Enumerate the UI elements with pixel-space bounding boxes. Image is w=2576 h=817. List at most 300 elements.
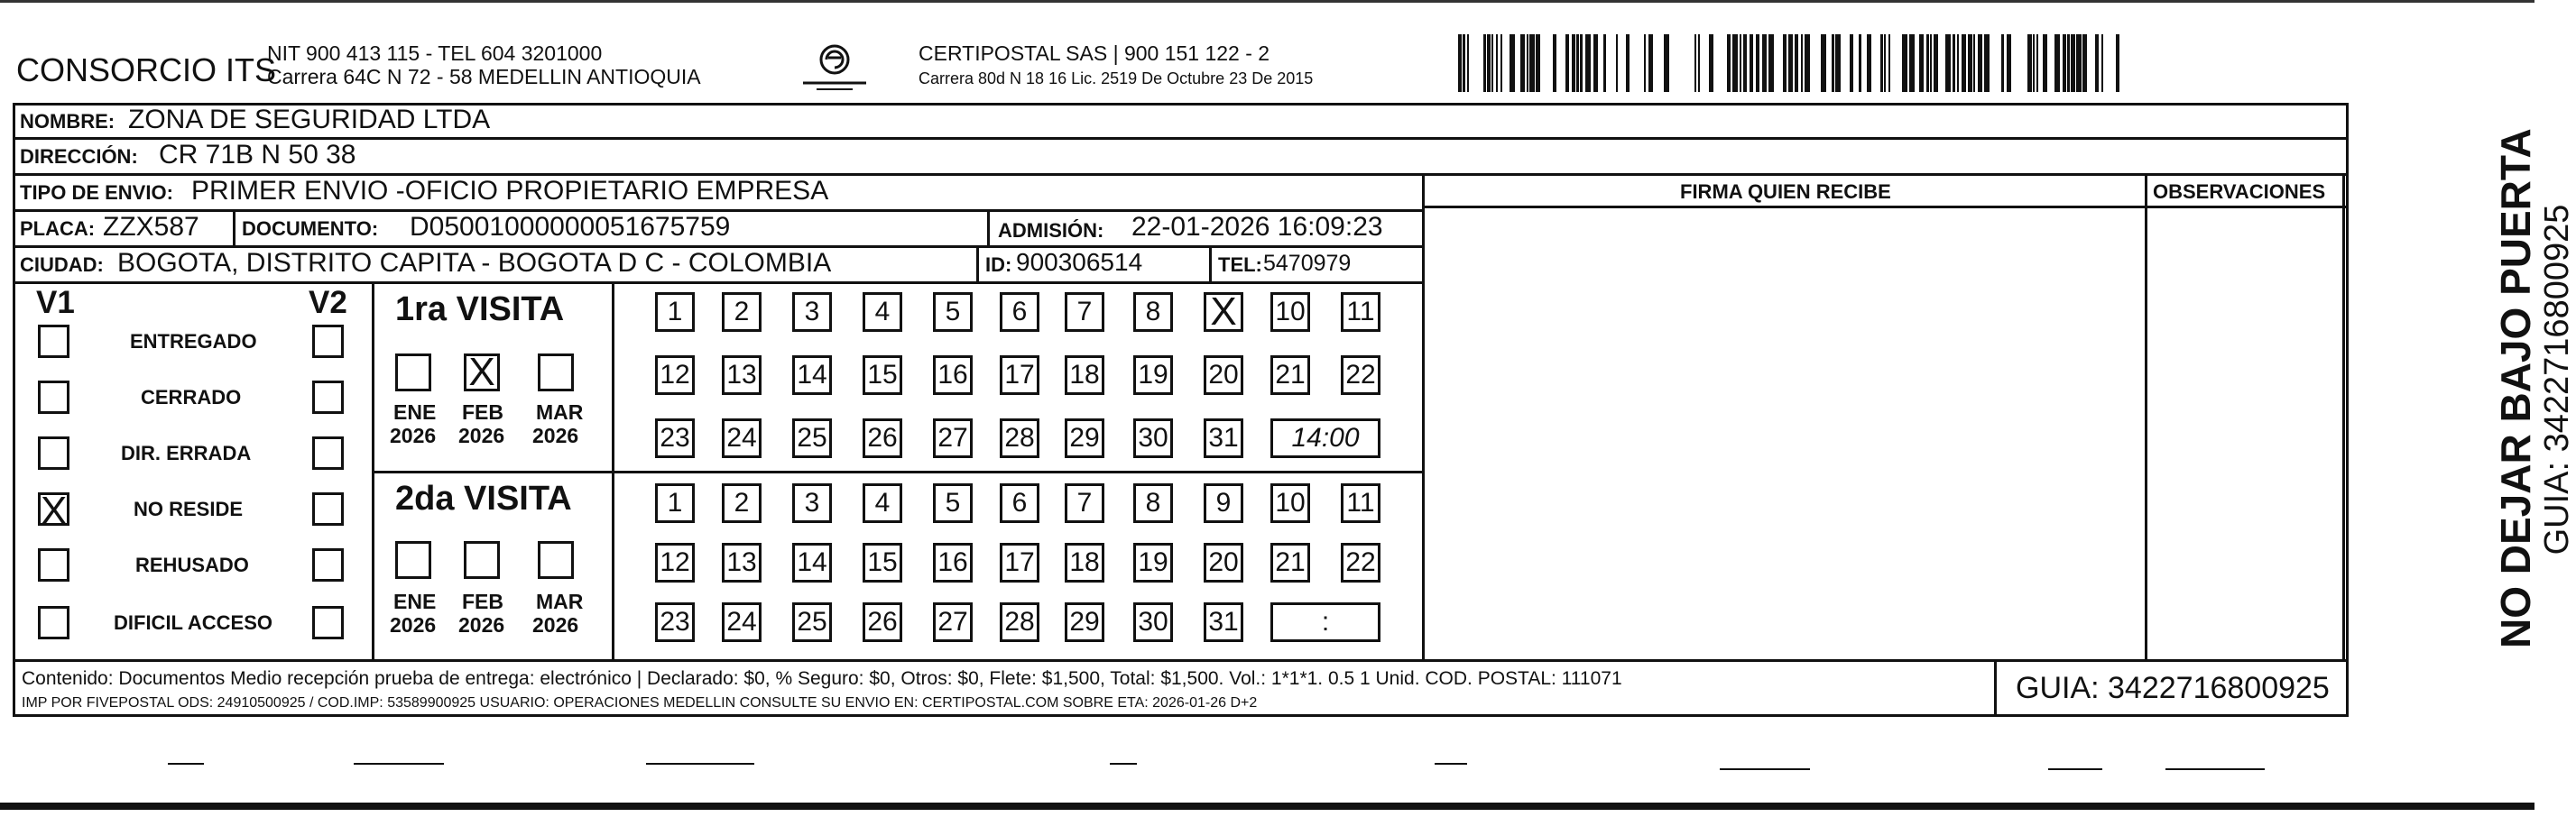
day-box[interactable] — [722, 483, 762, 523]
bottom-rule — [0, 803, 2534, 810]
day-box[interactable] — [1270, 543, 1310, 583]
barcode-bar — [2043, 34, 2047, 92]
barcode-bar — [1616, 34, 1618, 92]
barcode-bar — [1553, 34, 1556, 92]
barcode-bar — [2036, 34, 2038, 92]
placa-label: PLACA: — [20, 217, 96, 240]
day-box[interactable] — [933, 418, 973, 458]
day-number: 16 — [937, 360, 968, 390]
day-box[interactable] — [1000, 483, 1039, 523]
day-number: 24 — [726, 423, 757, 453]
side-guia: GUIA: 3422716800925 — [2538, 204, 2576, 555]
ciudad-label: CIUDAD: — [20, 253, 104, 276]
day-number: 10 — [1275, 297, 1306, 326]
bottom-dash — [1110, 763, 1137, 765]
day-box[interactable] — [1204, 602, 1243, 642]
day-number: 11 — [1346, 297, 1375, 326]
month-name: ENE — [393, 400, 437, 424]
day-number: 4 — [874, 297, 891, 326]
day-number: 18 — [1069, 547, 1100, 577]
barcode-bar — [2054, 34, 2060, 92]
day-number: 23 — [660, 423, 690, 453]
col-line — [987, 209, 990, 245]
barcode-bar — [2033, 34, 2035, 92]
day-box[interactable] — [1065, 418, 1104, 458]
status-label: REHUSADO — [135, 554, 249, 576]
id-value: 900306514 — [1016, 248, 1143, 276]
day-box[interactable] — [1000, 355, 1039, 395]
day-box[interactable] — [1133, 602, 1173, 642]
barcode-bar — [1850, 34, 1853, 92]
day-box[interactable] — [722, 292, 762, 332]
barcode-bar — [1603, 34, 1606, 92]
day-number: 25 — [797, 607, 827, 637]
day-number: 7 — [1076, 297, 1093, 326]
month-name: ENE — [393, 590, 437, 613]
day-box[interactable] — [792, 602, 832, 642]
day-number: 28 — [1004, 607, 1035, 637]
bottom-dash — [1435, 763, 1467, 765]
footer-content: Contenido: Documentos Medio recepción prueba de entrega: electrónico | Declarado: $0, % Seguro: $0, Otros: $0, Flete: $1,500, Total: $1,500. Vol.: 1*1*1. 0.5 1 Unid. COD. POSTAL: 111071 — [22, 668, 1622, 689]
id-label: ID: — [985, 253, 1012, 276]
row-line — [13, 137, 2349, 140]
status-v1-checkbox[interactable] — [38, 606, 69, 639]
day-box[interactable] — [1133, 483, 1173, 523]
day-box[interactable] — [863, 602, 902, 642]
day-box[interactable] — [863, 418, 902, 458]
barcode-bar — [1709, 34, 1713, 92]
bottom-dash — [2048, 768, 2102, 770]
day-number: 14 — [797, 360, 827, 390]
barcode-bar — [1880, 34, 1883, 92]
day-box[interactable] — [1204, 289, 1243, 334]
day-number: 4 — [874, 488, 891, 518]
day-number: 31 — [1208, 423, 1239, 453]
barcode-bar — [2007, 34, 2011, 92]
day-box[interactable] — [792, 418, 832, 458]
day-number: 8 — [1145, 488, 1161, 518]
month-checkbox[interactable]: X — [464, 353, 500, 391]
tel-label: TEL: — [1218, 253, 1262, 276]
day-box[interactable] — [1341, 292, 1380, 332]
day-box[interactable] — [1000, 602, 1039, 642]
barcode-bar — [1957, 34, 1959, 92]
day-box[interactable] — [1000, 418, 1039, 458]
day-box[interactable] — [1341, 543, 1380, 583]
day-box[interactable] — [655, 418, 695, 458]
month-year: 2026 — [390, 424, 437, 447]
barcode-bar — [1500, 34, 1502, 92]
day-box[interactable] — [933, 602, 973, 642]
status-label: DIR. ERRADA — [121, 442, 252, 464]
barcode-bar — [1520, 34, 1525, 92]
barcode-bar — [1821, 34, 1826, 92]
day-number: 15 — [867, 547, 898, 577]
barcode-bar — [1529, 34, 1535, 92]
barcode-bar — [1962, 34, 1966, 92]
col-line — [2145, 173, 2147, 662]
day-number: 20 — [1208, 547, 1239, 577]
barcode-bar — [1496, 34, 1498, 92]
barcode-bar — [1788, 34, 1793, 92]
day-number: 29 — [1069, 607, 1100, 637]
barcode-bar — [1805, 34, 1810, 92]
month-year: 2026 — [458, 613, 505, 637]
documento-label: DOCUMENTO: — [242, 217, 379, 240]
status-v2-checkbox[interactable] — [312, 436, 344, 470]
day-number: X — [1210, 289, 1237, 334]
day-box[interactable] — [1133, 292, 1173, 332]
carrier-name: CERTIPOSTAL SAS | 900 151 122 - 2 — [919, 41, 1270, 65]
col-line — [1994, 659, 1997, 717]
row-line — [13, 659, 2349, 662]
month-year: 2026 — [458, 424, 505, 447]
day-number: 20 — [1208, 360, 1239, 390]
status-label: DIFICIL ACCESO — [114, 611, 273, 634]
tipo-envio-value: PRIMER ENVIO -OFICIO PROPIETARIO EMPRESA — [191, 176, 829, 206]
barcode-bar — [2063, 34, 2066, 92]
day-box[interactable] — [1133, 418, 1173, 458]
day-number: 27 — [937, 607, 968, 637]
footer-print-info: IMP POR FIVEPOSTAL ODS: 24910500925 / COD.IMP: 53589900925 USUARIO: OPERACIONES MEDELLIN CONSULTE SU ENVIO EN: CERTIPOSTAL.COM SOBRE ETA: 2026-01-26 D+2 — [22, 695, 1258, 711]
top-rule — [0, 0, 2534, 3]
barcode-bar — [1902, 34, 1907, 92]
status-v2-checkbox[interactable] — [312, 325, 344, 358]
day-box[interactable] — [655, 483, 695, 523]
barcode-bar — [1884, 34, 1886, 92]
day-box[interactable] — [863, 543, 902, 583]
barcode-bar — [1968, 34, 1972, 92]
barcode-bar — [1919, 34, 1924, 92]
carrier-address: Carrera 80d N 18 16 Lic. 2519 De Octubre 23 De 2015 — [919, 69, 1314, 87]
day-number: 13 — [726, 360, 757, 390]
barcode-bar — [1487, 34, 1491, 92]
company-nit: NIT 900 413 115 - TEL 604 3201000 — [267, 41, 603, 65]
barcode-bar — [1832, 34, 1834, 92]
row-line — [13, 281, 1422, 284]
day-box[interactable] — [655, 292, 695, 332]
certipostal-logo — [794, 40, 875, 94]
barcode-bar — [1768, 34, 1774, 92]
day-number: 9 — [1215, 488, 1232, 518]
month-checkbox[interactable] — [538, 541, 574, 579]
day-number: 5 — [945, 297, 961, 326]
day-box[interactable] — [655, 355, 695, 395]
v2-label: V2 — [309, 285, 347, 320]
barcode-bar — [1783, 34, 1787, 92]
day-number: 21 — [1275, 360, 1306, 390]
day-box[interactable] — [1341, 355, 1380, 395]
day-box[interactable] — [933, 543, 973, 583]
month-checkbox[interactable] — [538, 353, 574, 391]
barcode-bar — [1801, 34, 1803, 92]
month-checkbox[interactable] — [395, 541, 431, 579]
day-box[interactable] — [863, 292, 902, 332]
barcode-bar — [1888, 34, 1890, 92]
day-number: 19 — [1138, 360, 1168, 390]
month-name: MAR — [536, 400, 584, 424]
day-box[interactable] — [1204, 418, 1243, 458]
barcode-bar — [1491, 34, 1493, 92]
day-number: 10 — [1275, 488, 1306, 518]
barcode-bar — [1467, 34, 1469, 92]
side-warning: NO DEJAR BAJO PUERTA — [2492, 128, 2539, 648]
day-number: 1 — [667, 488, 683, 518]
barcode-bar — [1527, 34, 1528, 92]
day-number: 6 — [1011, 488, 1028, 518]
barcode-bar — [1585, 34, 1591, 92]
day-number: 25 — [797, 423, 827, 453]
nombre-label: NOMBRE: — [20, 110, 115, 133]
barcode-bar — [2071, 34, 2075, 92]
day-number: 7 — [1076, 488, 1093, 518]
barcode-bar — [1732, 34, 1738, 92]
barcode-bar — [2027, 34, 2032, 92]
day-number: 26 — [867, 423, 898, 453]
barcode-bar — [1973, 34, 1975, 92]
barcode-bar — [1750, 34, 1753, 92]
barcode-bar — [1930, 34, 1932, 92]
barcode-bar — [1795, 34, 1798, 92]
day-box[interactable] — [1270, 292, 1310, 332]
day-box[interactable] — [792, 355, 832, 395]
bottom-dash — [168, 763, 204, 765]
day-box[interactable] — [1270, 483, 1310, 523]
day-box[interactable] — [863, 355, 902, 395]
status-v2-checkbox[interactable] — [312, 548, 344, 582]
day-box[interactable] — [722, 602, 762, 642]
day-number: 30 — [1138, 423, 1168, 453]
barcode-bar — [1626, 34, 1630, 92]
ciudad-value: BOGOTA, DISTRITO CAPITA - BOGOTA D C - COLOMBIA — [117, 248, 832, 278]
col-line — [2342, 173, 2345, 662]
documento-value: D05001000000051675759 — [410, 212, 731, 242]
month-year: 2026 — [390, 613, 437, 637]
day-box[interactable] — [1341, 483, 1380, 523]
day-box[interactable] — [1000, 292, 1039, 332]
day-number: 30 — [1138, 607, 1168, 637]
bottom-dash — [354, 763, 444, 765]
day-number: 19 — [1138, 547, 1168, 577]
day-number: 16 — [937, 547, 968, 577]
direccion-label: DIRECCIÓN: — [20, 145, 138, 168]
day-box[interactable] — [933, 292, 973, 332]
status-v2-checkbox[interactable] — [312, 492, 344, 526]
day-number: 13 — [726, 547, 757, 577]
barcode — [1458, 34, 2124, 92]
barcode-bar — [1743, 34, 1747, 92]
barcode-bar — [1458, 34, 1462, 92]
day-box[interactable] — [1270, 355, 1310, 395]
row-line — [1422, 206, 2349, 208]
row-line — [372, 471, 1422, 473]
day-number: 28 — [1004, 423, 1035, 453]
status-v1-checkbox[interactable] — [38, 325, 69, 358]
admision-value: 22-01-2026 16:09:23 — [1131, 212, 1383, 242]
day-box[interactable] — [792, 543, 832, 583]
day-number: 17 — [1004, 547, 1035, 577]
status-label: ENTREGADO — [130, 330, 257, 353]
status-label: CERRADO — [141, 386, 242, 408]
admision-label: ADMISIÓN: — [998, 219, 1104, 242]
day-number: 27 — [937, 423, 968, 453]
status-v2-checkbox[interactable] — [312, 606, 344, 639]
day-number: 21 — [1275, 547, 1306, 577]
status-v1-checkbox[interactable] — [38, 381, 69, 414]
time-box[interactable] — [1270, 418, 1380, 458]
barcode-bar — [1867, 34, 1871, 92]
status-v1-checkbox[interactable] — [38, 436, 69, 470]
day-box[interactable] — [1133, 355, 1173, 395]
day-box[interactable] — [1204, 543, 1243, 583]
day-number: 23 — [660, 607, 690, 637]
day-number: 26 — [867, 607, 898, 637]
tipo-envio-label: TIPO DE ENVIO: — [20, 181, 173, 204]
day-box[interactable] — [1065, 543, 1104, 583]
company-name: CONSORCIO ITS — [16, 51, 277, 88]
barcode-bar — [1978, 34, 1982, 92]
day-box[interactable] — [1065, 292, 1104, 332]
barcode-bar — [1572, 34, 1575, 92]
day-number: 11 — [1346, 488, 1375, 518]
barcode-bar — [1984, 34, 1990, 92]
barcode-bar — [1698, 34, 1700, 92]
barcode-bar — [1859, 34, 1861, 92]
observaciones-label: OBSERVACIONES — [2153, 180, 2326, 203]
day-box[interactable] — [722, 355, 762, 395]
day-number: 14 — [797, 547, 827, 577]
v1-label: V1 — [36, 285, 75, 320]
day-number: 24 — [726, 607, 757, 637]
status-v1-checkbox[interactable]: X — [38, 492, 69, 526]
barcode-bar — [1463, 34, 1465, 92]
visit1-title: 1ra VISITA — [395, 290, 565, 328]
barcode-bar — [1953, 34, 1955, 92]
barcode-bar — [1727, 34, 1731, 92]
footer-guia: GUIA: 3422716800925 — [2016, 671, 2330, 705]
col-line — [233, 209, 235, 245]
barcode-bar — [1909, 34, 1915, 92]
day-box[interactable] — [722, 543, 762, 583]
day-box[interactable] — [1065, 602, 1104, 642]
day-box[interactable] — [933, 483, 973, 523]
day-box[interactable] — [1065, 355, 1104, 395]
day-box[interactable] — [792, 292, 832, 332]
col-line — [372, 281, 374, 659]
visit2-title: 2da VISITA — [395, 480, 572, 518]
month-checkbox[interactable] — [464, 541, 500, 579]
time-value: : — [1321, 607, 1330, 637]
nombre-value: ZONA DE SEGURIDAD LTDA — [128, 105, 491, 134]
tel-value: 5470979 — [1263, 251, 1352, 276]
day-number: 5 — [945, 488, 961, 518]
month-year: 2026 — [532, 424, 579, 447]
status-label: NO RESIDE — [134, 498, 244, 520]
barcode-bar — [1580, 34, 1583, 92]
barcode-bar — [1664, 34, 1669, 92]
barcode-bar — [2101, 34, 2103, 92]
day-number: 8 — [1145, 297, 1161, 326]
day-box[interactable] — [1204, 355, 1243, 395]
barcode-bar — [1510, 34, 1515, 92]
barcode-bar — [1756, 34, 1759, 92]
barcode-bar — [1644, 34, 1646, 92]
day-number: 1 — [667, 297, 683, 326]
company-address: Carrera 64C N 72 - 58 MEDELLIN ANTIOQUIA — [267, 65, 701, 88]
firma-label: FIRMA QUIEN RECIBE — [1680, 180, 1891, 203]
day-box[interactable] — [863, 483, 902, 523]
barcode-bar — [1694, 34, 1696, 92]
barcode-bar — [1483, 34, 1486, 92]
barcode-bar — [1934, 34, 1938, 92]
day-box[interactable] — [933, 355, 973, 395]
day-box[interactable] — [655, 543, 695, 583]
day-number: 3 — [804, 488, 820, 518]
day-box[interactable] — [655, 602, 695, 642]
bottom-dash — [2165, 768, 2265, 770]
day-box[interactable] — [792, 483, 832, 523]
day-number: 22 — [1345, 547, 1376, 577]
day-number: 12 — [660, 360, 690, 390]
day-number: 17 — [1004, 360, 1035, 390]
month-year: 2026 — [532, 613, 579, 637]
col-line — [976, 245, 979, 281]
placa-value: ZZX587 — [103, 212, 199, 242]
barcode-bar — [1536, 34, 1540, 92]
bottom-dash — [646, 763, 754, 765]
barcode-bar — [1945, 34, 1951, 92]
barcode-bar — [2001, 34, 2004, 92]
barcode-bar — [2076, 34, 2082, 92]
day-box[interactable] — [1133, 543, 1173, 583]
status-v2-checkbox[interactable] — [312, 381, 344, 414]
day-number: 3 — [804, 297, 820, 326]
direccion-value: CR 71B N 50 38 — [159, 140, 356, 170]
month-checkbox[interactable] — [395, 353, 431, 391]
day-box[interactable] — [722, 418, 762, 458]
barcode-bar — [1576, 34, 1579, 92]
time-box[interactable] — [1270, 602, 1380, 642]
day-box[interactable] — [1000, 543, 1039, 583]
day-number: 31 — [1208, 607, 1239, 637]
barcode-bar — [2116, 34, 2119, 92]
day-number: 2 — [734, 297, 750, 326]
month-name: FEB — [462, 400, 503, 424]
day-box[interactable] — [1204, 483, 1243, 523]
col-line — [1422, 173, 1425, 662]
col-line — [1209, 245, 1212, 281]
day-number: 29 — [1069, 423, 1100, 453]
barcode-bar — [1593, 34, 1598, 92]
status-v1-checkbox[interactable] — [38, 548, 69, 582]
month-name: MAR — [536, 590, 584, 613]
day-number: 18 — [1069, 360, 1100, 390]
month-name: FEB — [462, 590, 503, 613]
barcode-bar — [1762, 34, 1767, 92]
bottom-dash — [1720, 768, 1810, 770]
day-number: 22 — [1345, 360, 1376, 390]
barcode-bar — [1835, 34, 1841, 92]
day-number: 2 — [734, 488, 750, 518]
day-number: 12 — [660, 547, 690, 577]
barcode-bar — [2067, 34, 2070, 92]
barcode-bar — [1648, 34, 1653, 92]
barcode-bar — [1740, 34, 1741, 92]
day-box[interactable] — [1065, 483, 1104, 523]
col-line — [612, 281, 614, 659]
day-number: 6 — [1011, 297, 1028, 326]
day-number: 15 — [867, 360, 898, 390]
